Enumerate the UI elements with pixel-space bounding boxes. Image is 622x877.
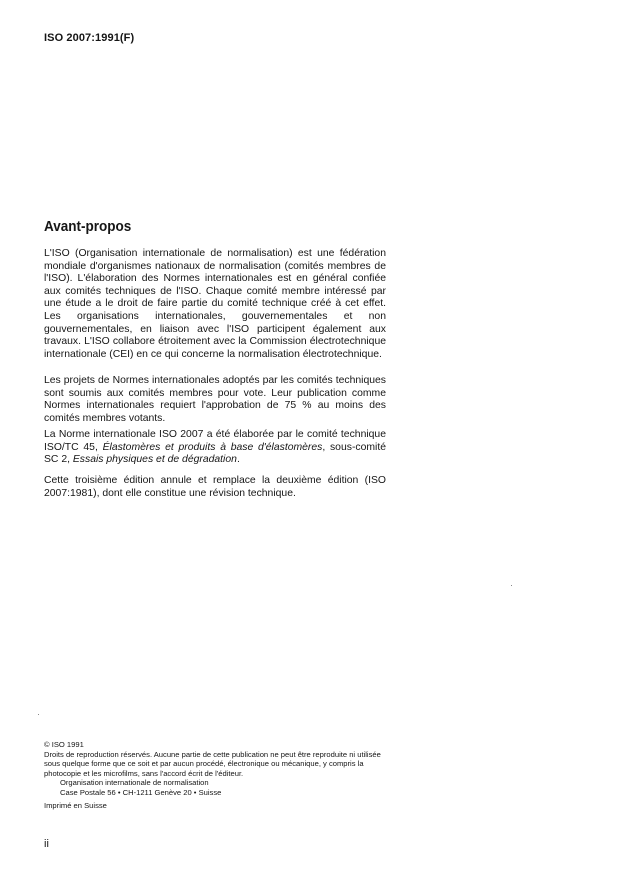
foreword-heading: Avant-propos [44, 218, 132, 235]
foreword-paragraph-1-block [44, 248, 386, 375]
foreword-paragraph-1: L'ISO (Organisation internationale de normalisation) est une fédération mondiale d'organismes nationaux de normalisation (comités membres de l'ISO). L'élaboration des Normes internationales est en général confiée aux comités techniques de l'ISO. Chaque comité membre intéressé par une étude a le droit de faire partie du comité technique créé à cet effet. Les organisations internationales, gouvernementales et non gouvernementales, en liaison avec l'ISO participent également aux travaux. L'ISO collabore étroitement avec la Commission électrotechnique internationale (CEI) en ce qui concerne la normalisation électrotechnique. [44, 248, 386, 360]
para3-committee-title: Élastomères et produits à base d'élastomères [102, 441, 323, 453]
para3-lead: La Norme internationale ISO 2007 a été élaborée par le comité technique ISO/TC 45, [44, 429, 386, 453]
printed-in: Imprimé en Suisse [44, 800, 107, 810]
para3-mid: , sous-comité SC 2, [44, 441, 387, 466]
publisher-org: Organisation internationale de normalisation [60, 778, 209, 788]
document-id-header: ISO 2007:1991(F) [44, 32, 135, 44]
scan-speck [511, 585, 512, 586]
foreword-paragraph-3 [44, 429, 386, 467]
page-number: ii [44, 838, 49, 850]
publisher-address: Case Postale 56 • CH-1211 Genève 20 • Suisse [60, 787, 222, 797]
copyright-footer [44, 740, 394, 810]
foreword-paragraph-4-block [44, 475, 386, 514]
foreword-paragraph-3-block [44, 429, 386, 481]
para3-subcommittee-title: Essais physiques et de dégradation [72, 454, 237, 466]
rights-notice: Droits de reproduction réservés. Aucune partie de cette publication ne peut être reproduite ni utilisée sous quelque forme que ce soit et par aucun procédé, électronique ou mécanique, y compris la photocopie et les microfilms, sans l'accord écrit de l'éditeur. [44, 749, 381, 778]
foreword-paragraph-4: Cette troisième édition annule et remplace la deuxième édition (ISO 2007:1981), dont elle constitue une révision technique. [44, 475, 386, 499]
para3-end: . [236, 454, 240, 466]
scan-speck [38, 714, 39, 715]
foreword-paragraph-2: Les projets de Normes internationales adoptés par les comités techniques sont soumis aux comités membres pour vote. Leur publication comme Normes internationales requiert l'approbation de 75 % au moins des comités membres votants. [44, 375, 386, 424]
copyright-line: © ISO 1991 [44, 740, 84, 749]
